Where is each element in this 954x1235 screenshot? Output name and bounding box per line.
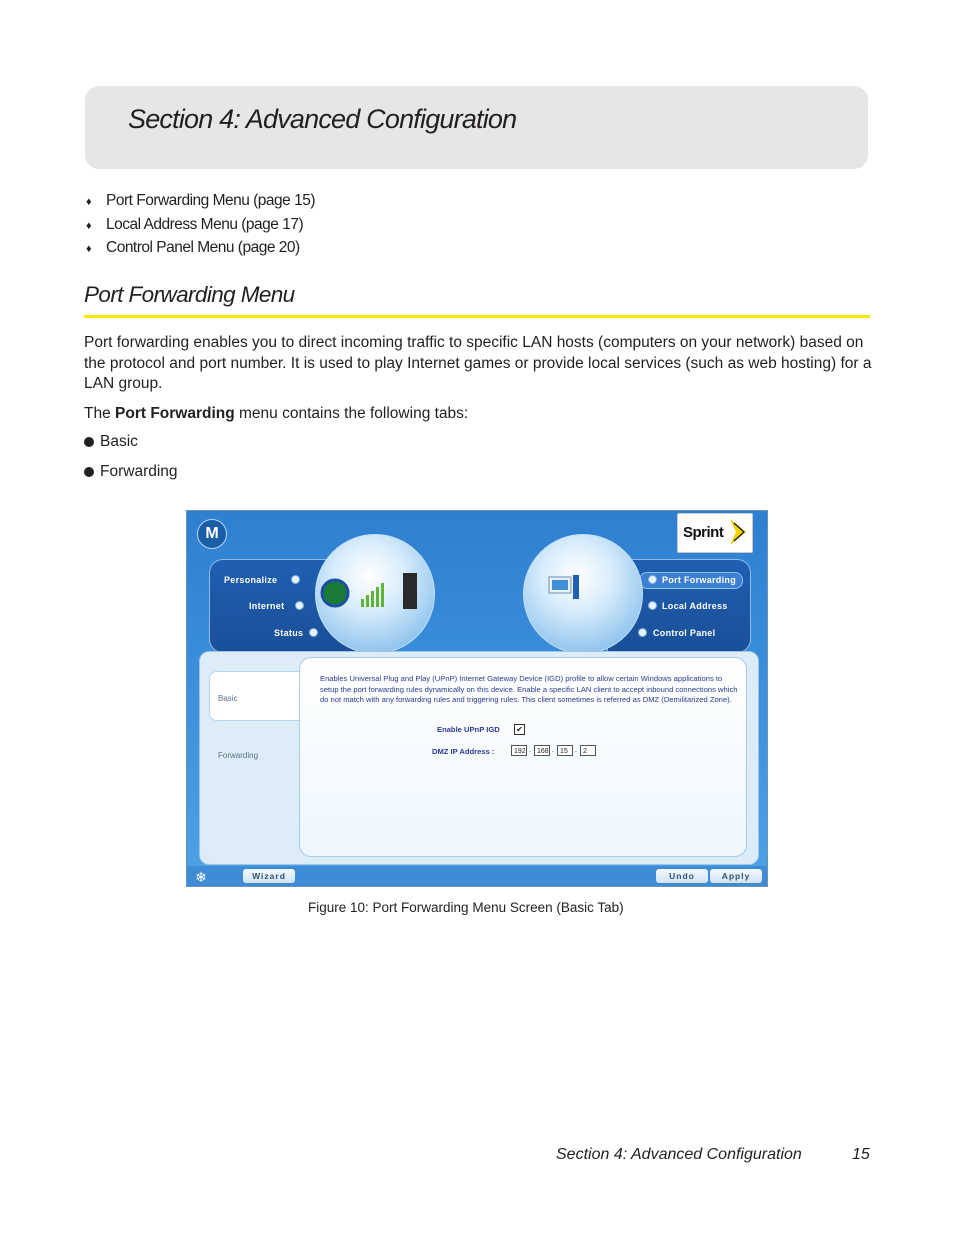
sprint-logo: Sprint — [677, 513, 753, 553]
dmz-ip-octet-1[interactable]: 192 — [511, 745, 527, 756]
network-status-icon — [319, 573, 429, 613]
nav-dot-icon[interactable] — [648, 575, 657, 584]
ip-separator: . — [552, 747, 554, 754]
nav-dot-icon[interactable] — [648, 601, 657, 610]
nav-personalize[interactable]: Personalize — [224, 575, 278, 585]
footer-page-number: 15 — [852, 1146, 870, 1163]
body-paragraph: Port forwarding enables you to direct incoming traffic to specific LAN hosts (computers on your network) based on the protocol and port number. It is used to play Internet games or provide local services (such as web hosting) for a LAN group. — [84, 334, 872, 392]
toc-item[interactable]: ♦ Port Forwarding Menu (page 15) — [86, 192, 316, 209]
diamond-bullet-icon: ♦ — [86, 196, 92, 208]
diamond-bullet-icon: ♦ — [86, 243, 92, 255]
motorola-logo-icon: M — [197, 519, 227, 549]
dmz-ip-octet-2[interactable]: 168 — [534, 745, 550, 756]
snowflake-icon[interactable]: ❄ — [195, 869, 207, 885]
sprint-swoosh-icon — [728, 517, 748, 547]
page-heading: Port Forwarding Menu — [84, 282, 295, 307]
nav-dot-icon[interactable] — [309, 628, 318, 637]
ip-separator: . — [575, 747, 577, 754]
figure-caption: Figure 10: Port Forwarding Menu Screen (Basic Tab) — [308, 900, 624, 915]
section-title: Section 4: Advanced Configuration — [128, 104, 517, 134]
nav-port-forwarding[interactable]: Port Forwarding — [662, 575, 736, 585]
heading-rule — [84, 315, 870, 318]
tabs-intro: The Port Forwarding menu contains the following tabs: — [84, 405, 469, 422]
apply-button[interactable]: Apply — [710, 869, 762, 883]
upnp-description: Enables Universal Plug and Play (UPnP) Internet Gateway Device (IGD) profile to allow certain Windows applications to setup the port forwarding rules dynamically on this device. Enable a specific LAN client to accept inbound connections which do not match with any forwarding rules and triggering rules. This client sometimes is referred as DMZ (Demilitarized Zone). — [320, 674, 738, 704]
wizard-button[interactable]: Wizard — [243, 869, 295, 883]
dmz-label: DMZ IP Address : — [432, 747, 495, 756]
nav-status[interactable]: Status — [274, 628, 304, 638]
toc-item[interactable]: ♦ Local Address Menu (page 17) — [86, 216, 304, 233]
ip-separator: . — [529, 747, 531, 754]
bullet-icon — [84, 467, 94, 477]
nav-control-panel[interactable]: Control Panel — [653, 628, 716, 638]
tab-list-item: Forwarding — [84, 463, 178, 481]
nav-dot-icon[interactable] — [638, 628, 647, 637]
tab-forwarding[interactable]: Forwarding — [218, 751, 259, 760]
bullet-icon — [84, 437, 94, 447]
upnp-checkbox[interactable]: ✔ — [514, 724, 525, 735]
dmz-ip-octet-3[interactable]: 15 — [557, 745, 573, 756]
nav-local-address[interactable]: Local Address — [662, 601, 728, 611]
tab-basic[interactable]: Basic — [218, 694, 238, 703]
tab-list-item: Basic — [84, 433, 138, 451]
upnp-label: Enable UPnP IGD — [437, 725, 500, 734]
port-forwarding-screenshot — [186, 510, 768, 887]
diamond-bullet-icon: ♦ — [86, 220, 92, 232]
nav-dot-icon[interactable] — [291, 575, 300, 584]
footer-section-title: Section 4: Advanced Configuration — [556, 1146, 802, 1163]
dmz-ip-octet-4[interactable]: 2 — [580, 745, 596, 756]
toc-item[interactable]: ♦ Control Panel Menu (page 20) — [86, 239, 300, 256]
nav-internet[interactable]: Internet — [249, 601, 285, 611]
undo-button[interactable]: Undo — [656, 869, 708, 883]
nav-dot-icon[interactable] — [295, 601, 304, 610]
computer-icon — [547, 573, 587, 603]
